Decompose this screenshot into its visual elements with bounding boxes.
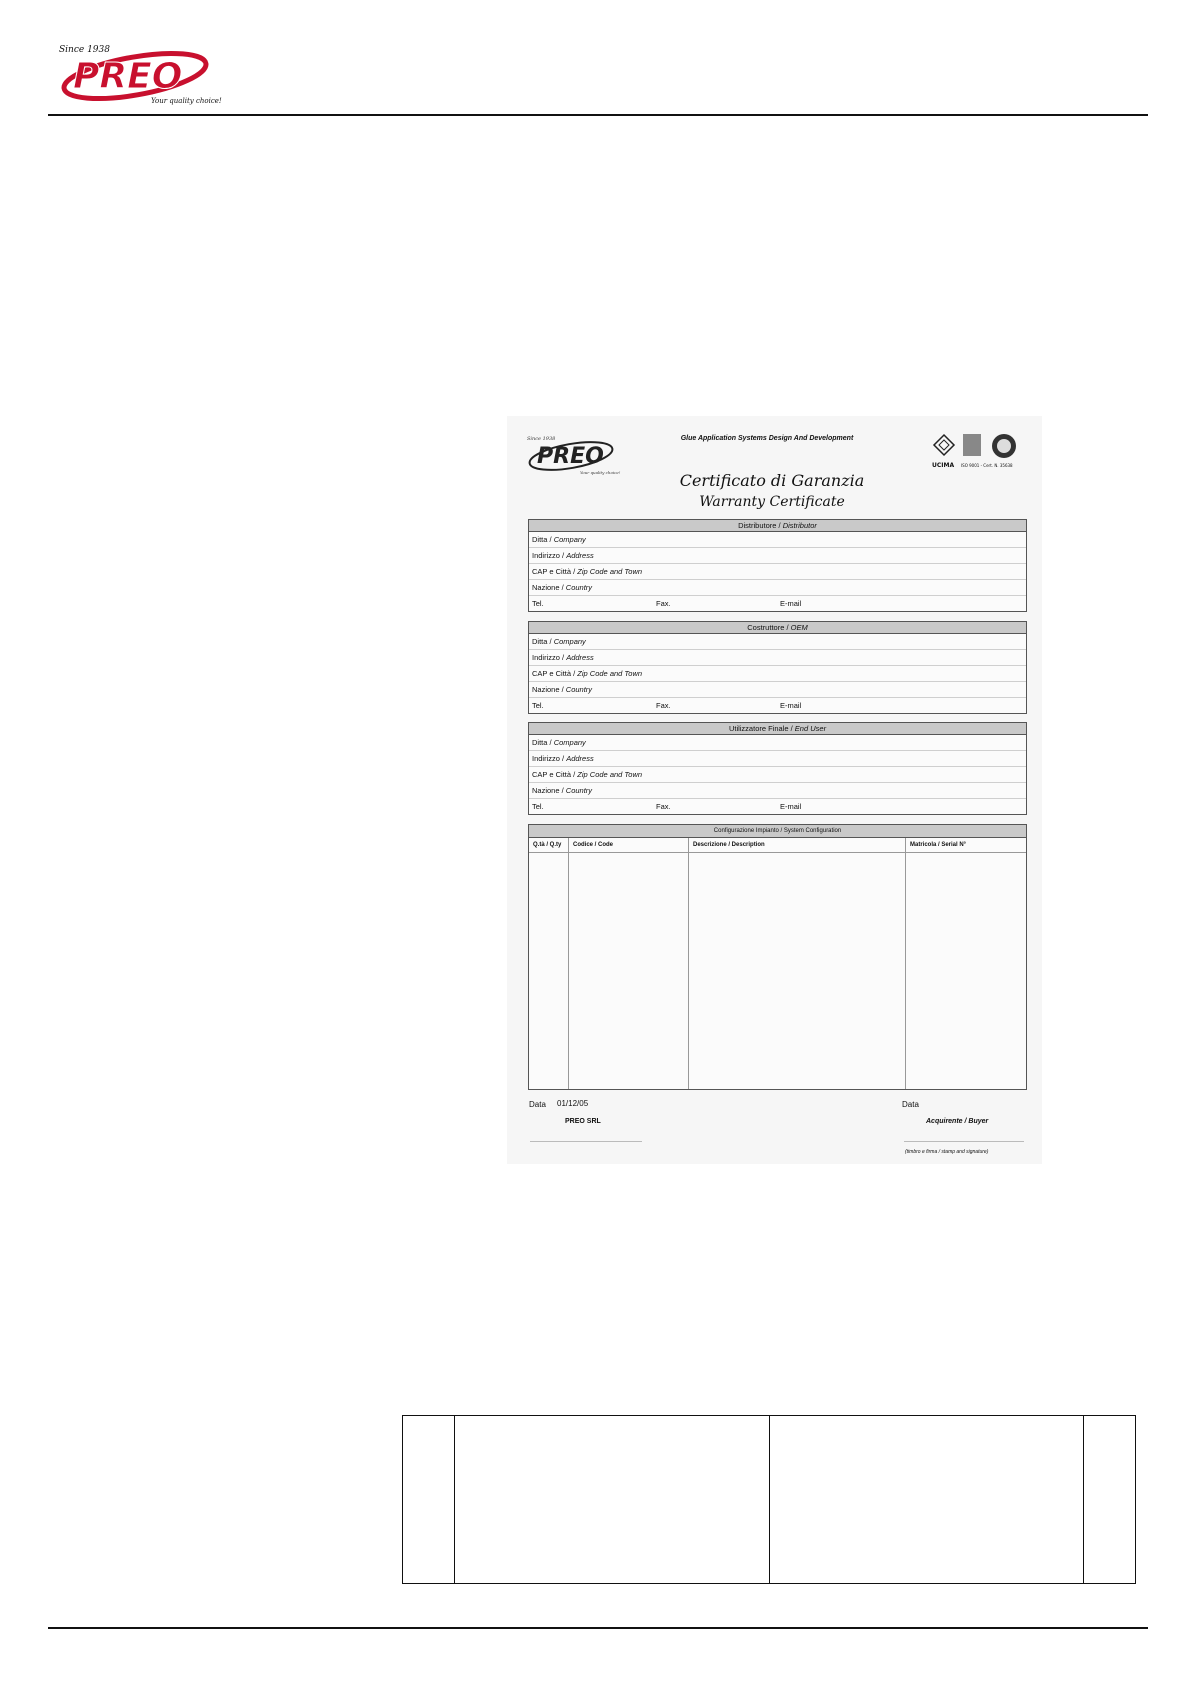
footer-rule (48, 1627, 1148, 1629)
logo-brand-text: PREO (73, 56, 183, 97)
icim-mark-icon (963, 434, 981, 456)
company-row: Ditta / Company (529, 532, 1026, 548)
iso-label: ISO 9001 - Cert. N. 35638 (961, 463, 1013, 468)
logo-since-text: Since 1938 (59, 45, 110, 55)
column-header: Codice / Code (569, 838, 688, 853)
company-row: Ditta / Company (529, 735, 1026, 751)
ucima-label: UCIMA (932, 462, 955, 469)
country-row: Nazione / Country (529, 783, 1026, 799)
bottom-table (402, 1415, 1136, 1584)
country-row: Nazione / Country (529, 682, 1026, 698)
section-header: Utilizzatore Finale / End User (529, 723, 1026, 735)
system-configuration-table (528, 824, 1027, 1090)
table-divider (1083, 1416, 1084, 1583)
distributor-section (528, 519, 1027, 612)
configuration-header: Configurazione Impianto / System Configuration (529, 825, 1026, 838)
zip-town-row: CAP e Città / Zip Code and Town (529, 767, 1026, 783)
code-column (569, 838, 689, 1089)
column-header: Q.tà / Q.ty (529, 838, 568, 853)
end-user-section (528, 722, 1027, 815)
column-header: Matricola / Serial N° (906, 838, 1026, 853)
signature-line-right (904, 1141, 1024, 1142)
cert-logo-brand: PREO (537, 444, 604, 469)
certificate-title-english: Warranty Certificate (699, 494, 845, 510)
qty-column (529, 838, 569, 1089)
contact-row: Tel. Fax. E-mail (532, 701, 802, 710)
column-header: Descrizione / Description (689, 838, 905, 853)
serial-column (906, 838, 1026, 1089)
table-divider (769, 1416, 770, 1583)
signature-line-left (530, 1141, 642, 1142)
warranty-certificate-image (507, 416, 1042, 1164)
contact-row: Tel. Fax. E-mail (532, 599, 802, 608)
section-header: Distributore / Distributor (529, 520, 1026, 532)
logo-slogan-text: Your quality choice! (151, 97, 222, 105)
certificate-tagline: Glue Application Systems Design And Development (680, 435, 854, 442)
certificate-logo (525, 432, 621, 478)
address-row: Indirizzo / Address (529, 650, 1026, 666)
date-value: 01/12/05 (557, 1099, 589, 1108)
signer-preo: PREO SRL (565, 1118, 601, 1125)
address-row: Indirizzo / Address (529, 751, 1026, 767)
cert-logo-since: Since 1938 (527, 436, 556, 442)
zip-town-row: CAP e Città / Zip Code and Town (529, 564, 1026, 580)
table-divider (454, 1416, 455, 1583)
contact-row: Tel. Fax. E-mail (532, 802, 802, 811)
cert-logo-slogan: Your quality choice! (580, 470, 621, 475)
country-row: Nazione / Country (529, 580, 1026, 596)
stamp-signature-note: (timbro e firma / stamp and signature) (905, 1149, 989, 1155)
certificate-title-italian: Certificato di Garanzia (679, 471, 865, 490)
date-label-left: Data (529, 1100, 546, 1109)
description-column (689, 838, 906, 1089)
zip-town-row: CAP e Città / Zip Code and Town (529, 666, 1026, 682)
section-header: Costruttore / OEM (529, 622, 1026, 634)
signer-buyer: Acquirente / Buyer (926, 1118, 989, 1125)
date-label-right: Data (902, 1100, 919, 1109)
ucima-icon (934, 435, 954, 455)
certification-marks (932, 431, 1027, 475)
address-row: Indirizzo / Address (529, 548, 1026, 564)
header-rule (48, 114, 1148, 116)
oem-section (528, 621, 1027, 714)
company-row: Ditta / Company (529, 634, 1026, 650)
preo-logo (55, 42, 222, 107)
